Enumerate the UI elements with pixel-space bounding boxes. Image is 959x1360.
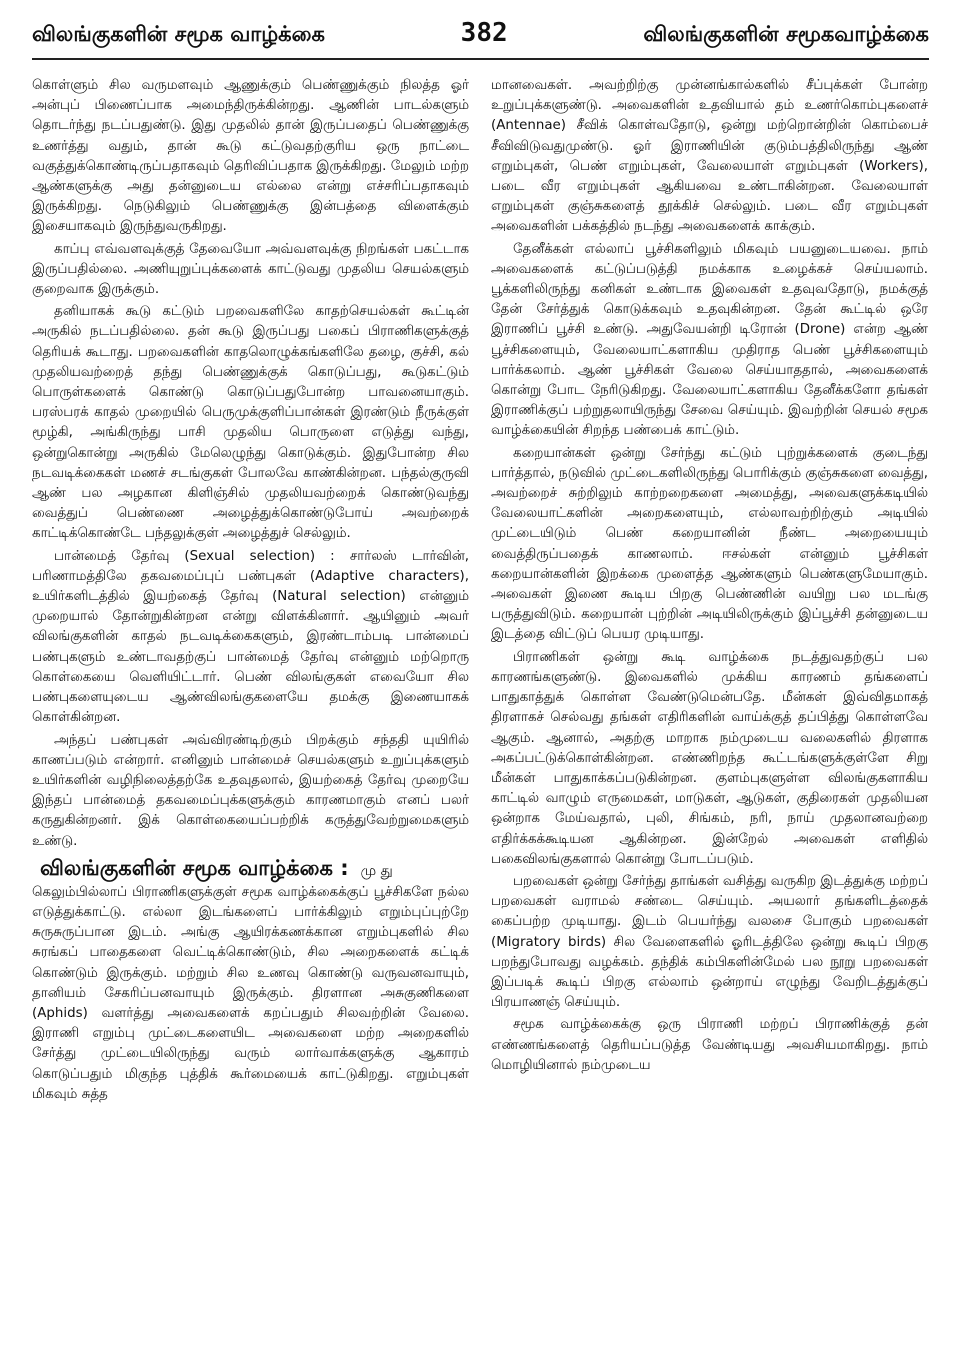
paragraph: காப்பு எவ்வளவுக்குத் தேவையோ அவ்வளவுக்கு நிறங்கள் பகட்டாக இருப்பதில்லை. அணியுறுப்புக்களைக் காட்டுவது முதலிய செயல்களும் குறைவாக இருக்கும். xyxy=(32,241,469,298)
left-column xyxy=(32,76,469,1346)
paragraph: கெலும்பில்லாப் பிராணிகளுக்குள் சமூக வாழ்க்கைக்குப் பூச்சிகளே நல்ல எடுத்துக்காட்டு. எல்லா இடங்களைப் பார்க்கிலும் எறும்புப்புற்றே சுருசுருப்பான இடம். அங்கு ஆயிரக்கணக்கான எறும்புகளில் சில சுரங்கப் பாதைகளை வெட்டிக்கொண்டும், சில அறைகளைக் கட்டிக் கொண்டும் இருக்கும். மற்றும் சில உணவு கொண்டு வருவனவாயும், தானியம் சேகரிப்பனவாயும் இருக்கும். திரளான அசுகுணிகளை (Aphids) வளர்த்து அவைகளைக் கறப்பதும் சிலவற்றின் வேலை. இராணி எறும்பு முட்டைகளையிட அவைகளை மற்ற அறைகளில் சேர்த்து முட்டையிலிருந்து வரும் லார்வாக்களுக்கு ஆகாரம் கொடுப்பதும் மிகுந்த புத்திக் கூர்மையைக் காட்டுகிறது. எறும்புகள் மிகவும் சுத்த xyxy=(32,884,469,1102)
paragraph: பிராணிகள் ஒன்று கூடி வாழ்க்கை நடத்துவதற்குப் பல காரணங்களுண்டு. இவைகளில் முக்கிய காரணம் தங்களைப் பாதுகாத்துக் கொள்ள வேண்டுமென்பதே. மீன்கள் இவ்விதமாகத் திரளாகச் செல்வது தங்கள் எதிரிகளின் வாய்க்குத் தப்பித்து கொள்ளவே ஆகும். ஆனால், அதற்கு மாறாக நம்முடைய வலைகளில் திரளாக அகப்பட்டுக்கொள்கின்றன. எண்ணிறந்த கூட்டங்களுக்குள்ளே சிறு மீன்கள் பாதுகாக்கப்படுகின்றன. குளம்புகளுள்ள விலங்குகளாகிய காட்டில் வாழும் எருமைகள், மாடுகள், ஆடுகள், குதிரைகள் முதலியன ஒன்றாக மேய்வதால், புலி, சிங்கம், நரி, நாய் முதலானவற்றை எதிர்க்கக்கூடியன ஆகின்றன. இன்றேல் அவைகள் எளிதில் பகைவிலங்குகளால் கொன்று போடப்படும். xyxy=(491,649,928,867)
paragraph: அந்தப் பண்புகள் அவ்விரண்டிற்கும் பிறக்கும் சந்ததி யுயிரில் காணப்படும் என்றார். எனினும் பான்மைச் செயல்களும் உறுப்புக்களும் உயிர்களின் வழிநிலைத்தற்கே உதவுதலால், இயற்கைத் தேர்வு முறையே இந்தப் பான்மைத் தகவமைப்புக்களுக்கும் காரணமாகும் எனப் பலர் கருதுகின்றனர். இக் கொள்கையைப்பற்றிக் கருத்துவேற்றுமைகளும் உண்டு. xyxy=(32,732,469,849)
paragraph: கறையான்கள் ஒன்று சேர்ந்து கட்டும் புற்றுக்களைக் குடைந்து பார்த்தால், நடுவில் முட்டைகளிலிருந்து பொரிக்கும் குஞ்சுகளை வைத்து, அவற்றைச் சுற்றிலும் காற்றறைகளை அமைத்து, அவைகளுக்கடியில் வேலையாட்களின் அறைகளையும், எல்லாவற்றிற்கும் அடியில் முட்டையிடும் பெண் கறையானின் நீண்ட அறையையும் வைத்திருப்பதைக் காணலாம். ஈசல்கள் என்னும் பூச்சிகள் கறையான்களின் இறக்கை முளைத்த ஆண்களும் பெண்களுமேயாகும். அவைகள் இணை கூடிய பிறகு பெண்ணின் வயிறு பல மடங்கு பருத்துவிடும். கறையான் புற்றின் அடியிலிருக்கும் இப்பூச்சி தன்னுடைய இடத்தை விட்டுப் பெயர முடியாது. xyxy=(491,445,928,643)
header-left-title: விலங்குகளின் சமூக வாழ்க்கை xyxy=(32,22,325,46)
section-title: விலங்குகளின் சமூக வாழ்க்கை : xyxy=(40,855,349,880)
text-columns xyxy=(32,76,929,1346)
right-column xyxy=(491,76,928,1346)
paragraph: பறவைகள் ஒன்று சேர்ந்து தாங்கள் வசித்து வருகிற இடத்துக்கு மற்றப் பறவைகள் வராமல் சண்டை செய்யும். அயலார் தங்களிடத்தைக் கைப்பற்ற முடியாது. இடம் பெயர்ந்து வலசை போகும் பறவைகள் (Migratory birds) சில வேளைகளில் ஓரிடத்திலே ஒன்று கூடிப் பிறகு பறந்துபோவது வழக்கம். தந்திக் கம்பிகளின்மேல் பல நூறு பறவைகள் இப்படிக் கூடிப் பிறகு எல்லாம் ஒன்றாய் எழுந்து வேறிடத்துக்குப் பிரயாணஞ் செய்யும். xyxy=(491,873,928,1011)
header-right-title: விலங்குகளின் சமூகவாழ்க்கை xyxy=(643,22,929,46)
page-number: 382 xyxy=(460,18,508,48)
running-header xyxy=(32,18,929,60)
section-title-tail: மு து xyxy=(360,862,393,879)
section-heading xyxy=(40,856,469,883)
paragraph: பான்மைத் தேர்வு (Sexual selection) : சார்லஸ் டார்வின், பரிணாமத்திலே தகவமைப்புப் பண்புகள் (Adaptive characters), உயிர்களிடத்தில் இயற்கைத் தேர்வு (Natural selection) என்னும் முறையால் தோன்றுகின்றன என்று விளக்கினார். ஆயினும் அவர் விலங்குகளின் காதல் நடவடிக்கைகளும், இரண்டாம்படி பான்மைப் பண்புகளும் உண்டாவதற்குப் பான்மைத் தேர்வு என்னும் மற்றொரு கொள்கையை வெளியிட்டார். பெண் விலங்குகள் எவையோ சில பண்புகளையுடைய ஆண்விலங்குகளையே தமக்கு இணையாகக் கொள்கின்றன. xyxy=(32,548,469,726)
paragraph: தனியாகக் கூடு கட்டும் பறவைகளிலே காதற்செயல்கள் கூட்டின் அருகில் நடப்பதில்லை. தன் கூடு இருப்பது பகைப் பிராணிகளுக்குத் தெரியக் கூடாது. பறவைகளின் காதலொழுக்கங்களிலே தழை, குச்சி, கல் முதலியவற்றைத் தந்து பெண்ணுக்குக் கொடுப்பது, கூடுகட்டும் பொருள்களைக் கொண்டு கொடுப்பதுபோன்ற பாவனையாகும். பரஸ்பரக் காதல் முறையில் பெருமுக்குளிப்பான்கள் இரண்டும் நீருக்குள் மூழ்கி, அங்கிருந்து பாசி முதலிய பொருளை எடுத்து வந்து, ஒன்றுகொன்று அருகில் மேலெழுந்து கொடுக்கும். இதுபோன்ற சில நடவடிக்கைகள் மணச் சடங்குகள் போலவே காண்கின்றன. பந்தல்குருவி ஆண் பல அழகான கிளிஞ்சில் முதலியவற்றைக் கொண்டுவந்து வைத்துப் பெண்ணை அழைத்துக்கொண்டுபோய் அவற்றைக் காட்டிக்கொண்டே பந்தலுக்குள் அழைத்துச் செல்லும். xyxy=(32,304,469,542)
paragraph: தேனீக்கள் எல்லாப் பூச்சிகளிலும் மிகவும் பயனுடையவை. நாம் அவைகளைக் கட்டுப்படுத்தி நமக்காக உழைக்கச் செய்யலாம். பூக்களிலிருந்து கனிகள் உண்டாக இவைகள் உதவுவதோடு, நமக்குத் தேன் சேர்த்துக் கொடுக்கவும் உதவுகின்றன. தேன் கூட்டில் ஒரே இராணிப் பூச்சி உண்டு. அதுவேயன்றி டிரோன் (Drone) என்ற ஆண் பூச்சிகளையும், வேலையாட்களாகிய முதிராத பெண் பூச்சிகளையும் பார்க்கலாம். ஆண் பூச்சிகள் வேலை செய்யாததால், அவைகளைக் கொன்று போட நேரிடுகிறது. வேலையாட்களாகிய தேனீக்களோ தங்கள் இராணிக்குப் பற்றுதலாயிருந்து சேவை செய்யும். இவற்றின் செயல் சமூக வாழ்க்கையின் சிறந்த பண்பைக் காட்டும். xyxy=(491,241,928,439)
paragraph: கொள்ளும் சில வருமளவும் ஆணுக்கும் பெண்ணுக்கும் நிலத்த ஓர் அன்புப் பிணைப்பாக அமைந்திருக்கின்றது. ஆணின் பாடல்களும் தொடர்ந்து நடப்பதுண்டு. இது முதலில் தான் இருப்பதைப் பெண்ணுக்கு உணர்த்து வதும், தான் கூடு கட்டுவதற்குரிய ஒரு நாட்டை வகுத்துக்கொண்டிருப்பதாகவும் தெரிவிப்பதாக இருக்கிறது. மேலும் மற்ற ஆண்களுக்கு அது தன்னுடைய எல்லை என்று எச்சரிப்பதாகவும் இருக்கிறது. நெடுகிலும் பெண்ணுக்கு இன்பத்தை விளைக்கும் இசையாகவும் இருந்துவருகிறது. xyxy=(32,78,469,235)
paragraph: சமூக வாழ்க்கைக்கு ஒரு பிராணி மற்றப் பிராணிக்குத் தன் எண்ணங்களைத் தெரியப்படுத்த வேண்டியது அவசியமாகிறது. நாம் மொழியினால் நம்முடைய xyxy=(491,1017,928,1073)
paragraph: மானவைகள். அவற்றிற்கு முன்னங்கால்களில் சீப்புக்கள் போன்ற உறுப்புக்களுண்டு. அவைகளின் உதவியால் தம் உணர்கொம்புகளைச் (Antennae) சீவிக் கொள்வதோடு, ஒன்று மற்றொன்றின் கொம்பைச் சீவிவிடுவதுமுண்டு. ஓர் இராணியின் குடும்பத்திலிருந்து ஆண் எறும்புகள், பெண் எறும்புகள், வேலையாள் எறும்புகள் (Workers), படை வீர எறும்புகள் ஆகியவை உண்டாகின்றன. வேலையாள் எறும்புகள் குஞ்சுகளைத் தூக்கிச் செல்லும். படை வீர எறும்புகள் அவைகளின் பக்கத்தில் நடந்து அவைகளைக் காக்கும். xyxy=(491,78,928,235)
